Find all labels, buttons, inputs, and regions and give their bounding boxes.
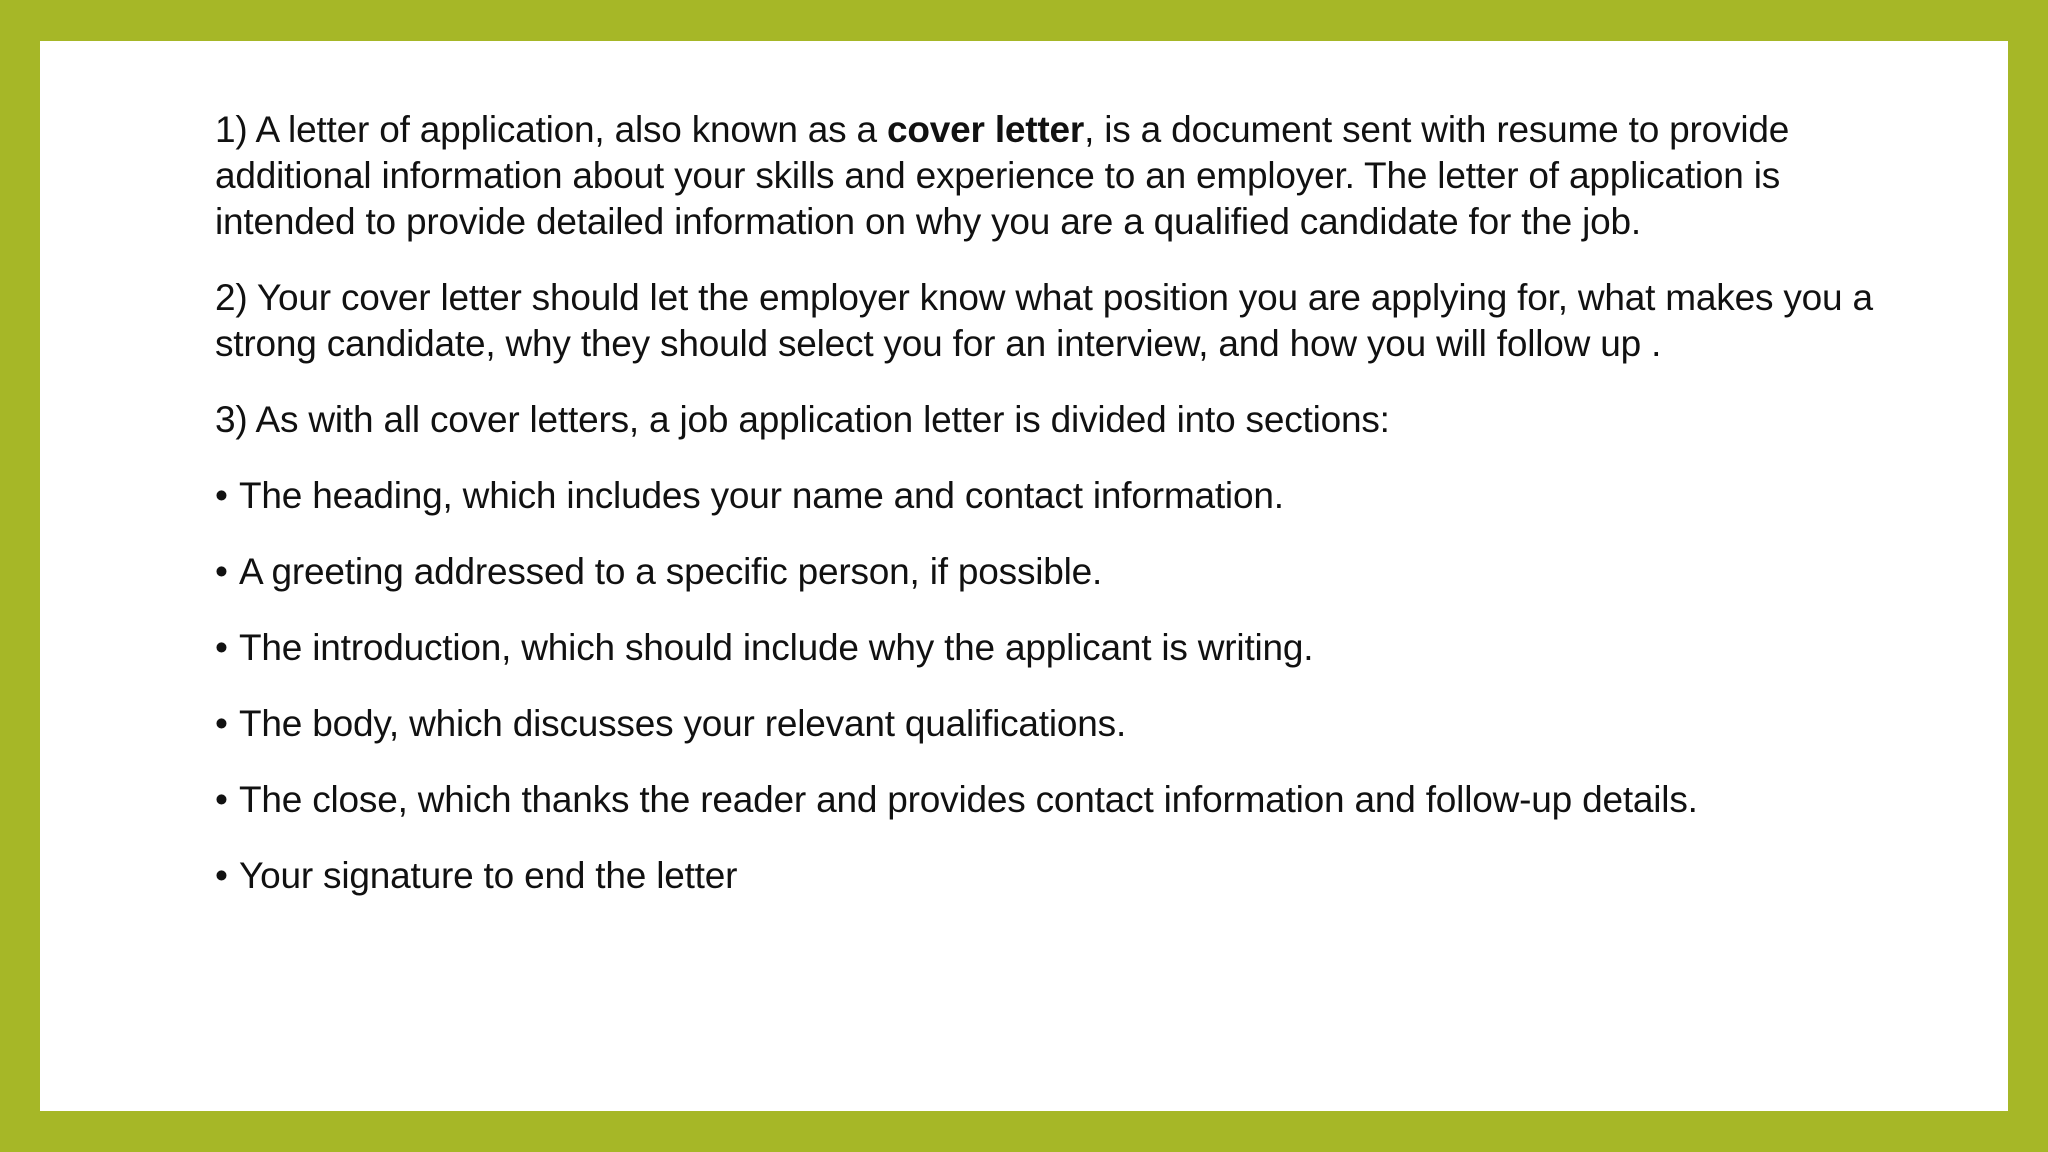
bullet-item xyxy=(215,549,1895,595)
bullet-item xyxy=(215,853,1895,899)
paragraph-1-bold-term: cover letter xyxy=(887,109,1085,150)
slide-frame xyxy=(40,41,2008,1111)
bullet-glyph: • xyxy=(215,779,228,820)
bullet-item xyxy=(215,701,1895,747)
bullet-item xyxy=(215,777,1895,823)
bullet-glyph: • xyxy=(215,551,228,592)
paragraph-1-prefix: 1) A letter of application, also known as a xyxy=(215,109,887,150)
bullet-glyph: • xyxy=(215,855,228,896)
paragraph-1-suffix: , is a document sent with resume to provide additional information about your skills and experience to an employer. The letter of application is intended to provide detailed information on why you are a qualified candidate for the job. xyxy=(215,109,1790,242)
bullet-text: The heading, which includes your name and contact information. xyxy=(239,475,1284,516)
bullet-glyph: • xyxy=(215,627,228,668)
slide-content xyxy=(215,107,1895,929)
bullet-text: Your signature to end the letter xyxy=(239,855,738,896)
bullet-text: The body, which discusses your relevant qualifications. xyxy=(239,703,1127,744)
paragraph-3: 3) As with all cover letters, a job application letter is divided into sections: xyxy=(215,399,1390,440)
bullet-item xyxy=(215,625,1895,671)
paragraph-1 xyxy=(215,107,1895,245)
bullet-glyph: • xyxy=(215,703,228,744)
bullet-text: The close, which thanks the reader and provides contact information and follow-up details. xyxy=(239,779,1698,820)
bullet-text: The introduction, which should include why the applicant is writing. xyxy=(239,627,1314,668)
bullet-item xyxy=(215,473,1895,519)
paragraph-2: 2) Your cover letter should let the employer know what position you are applying for, what makes you a strong candidate, why they should select you for an interview, and how you will follow up . xyxy=(215,277,1873,364)
bullet-glyph: • xyxy=(215,475,228,516)
bullet-text: A greeting addressed to a specific person, if possible. xyxy=(239,551,1103,592)
